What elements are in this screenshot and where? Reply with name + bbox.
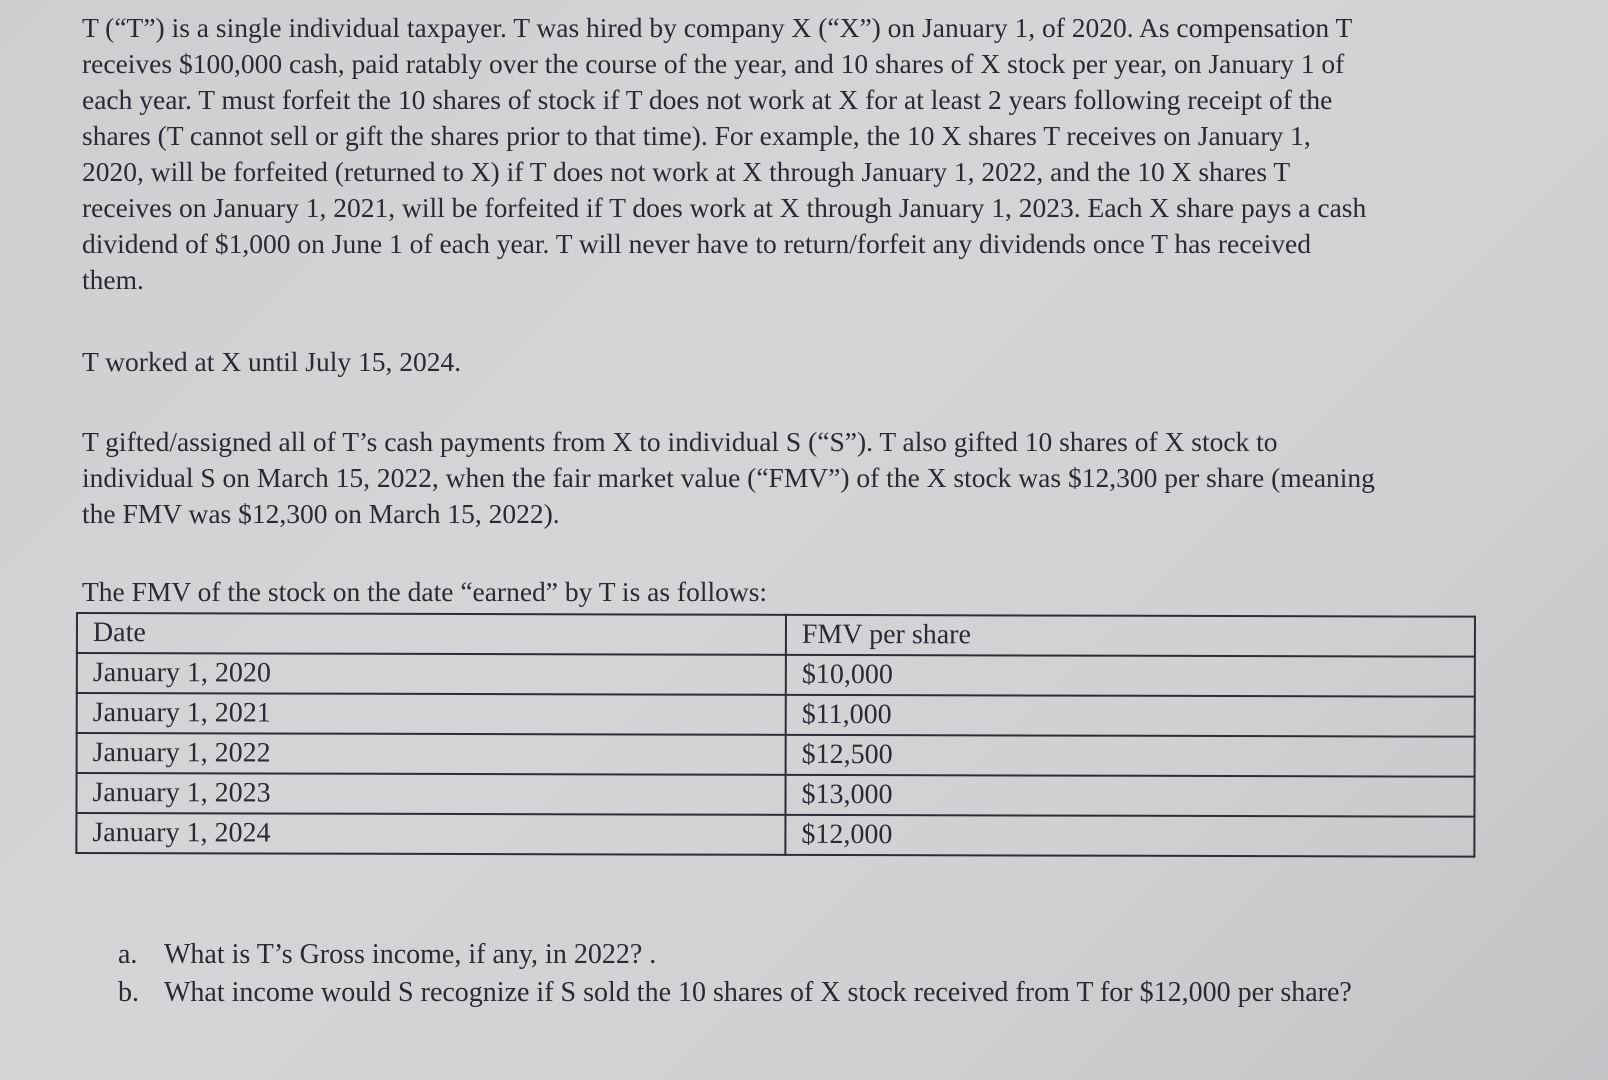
text-line: receives on January 1, 2021, will be forfeited if T does work at X through January 1, 2023. Each X share pays a cash xyxy=(82,192,1367,223)
fmv-cell: $13,000 xyxy=(785,775,1474,817)
text-line: The FMV of the stock on the date “earned” by T is as follows: xyxy=(82,576,768,607)
gift-paragraph xyxy=(82,424,1522,532)
fmv-cell: $12,500 xyxy=(786,735,1475,777)
fmv-cell: $12,000 xyxy=(785,815,1474,857)
table-header-row xyxy=(77,613,1475,657)
text-line: T (“T”) is a single individual taxpayer. T was hired by company X (“X”) on January 1, of 2020. As compensation T xyxy=(82,12,1353,43)
question-text: What is T’s Gross income, if any, in 2022? . xyxy=(164,939,657,970)
question-list xyxy=(118,936,1352,1012)
text-line: T worked at X until July 15, 2024. xyxy=(82,346,462,377)
date-cell: January 1, 2023 xyxy=(76,773,785,815)
fmv-table xyxy=(75,612,1476,858)
date-cell: January 1, 2020 xyxy=(77,653,786,695)
text-line: the FMV was $12,300 on March 15, 2022). xyxy=(82,498,560,529)
table-intro xyxy=(82,574,1522,610)
table-row xyxy=(77,733,1475,777)
intro-paragraph xyxy=(82,10,1522,298)
text-line: dividend of $1,000 on June 1 of each year. T will never have to return/forfeit any dividends once T has received xyxy=(82,228,1311,259)
fmv-cell: $10,000 xyxy=(786,655,1475,697)
question-item xyxy=(118,974,1352,1012)
date-cell: January 1, 2021 xyxy=(77,693,786,735)
table-row xyxy=(77,693,1475,737)
question-text: What income would S recognize if S sold the 10 shares of X stock received from T for $12,000 per share? xyxy=(164,977,1352,1008)
text-line: them. xyxy=(82,264,144,295)
text-line: receives $100,000 cash, paid ratably over the course of the year, and 10 shares of X stock per year, on January 1 of xyxy=(82,48,1345,79)
text-line: 2020, will be forfeited (returned to X) if T does not work at X through January 1, 2022, and the 10 X shares T xyxy=(82,156,1291,187)
fmv-cell: $11,000 xyxy=(786,695,1475,737)
question-item xyxy=(118,936,1352,974)
header-fmv: FMV per share xyxy=(786,615,1475,657)
text-line: T gifted/assigned all of T’s cash payments from X to individual S (“S”). T also gifted 10 shares of X stock to xyxy=(82,426,1278,457)
employment-paragraph xyxy=(82,344,1522,380)
header-date: Date xyxy=(77,613,786,655)
table-row xyxy=(76,813,1474,857)
question-marker: a. xyxy=(118,939,138,970)
date-cell: January 1, 2022 xyxy=(77,733,786,775)
table-row xyxy=(77,653,1475,697)
table-row xyxy=(76,773,1474,817)
text-line: each year. T must forfeit the 10 shares of stock if T does not work at X for at least 2 years following receipt of the xyxy=(82,84,1333,115)
date-cell: January 1, 2024 xyxy=(76,813,785,855)
question-marker: b. xyxy=(118,977,139,1008)
text-line: individual S on March 15, 2022, when the fair market value (“FMV”) of the X stock was $12,300 per share (meaning xyxy=(82,462,1375,493)
text-line: shares (T cannot sell or gift the shares prior to that time). For example, the 10 X shares T receives on January 1, xyxy=(82,120,1311,151)
